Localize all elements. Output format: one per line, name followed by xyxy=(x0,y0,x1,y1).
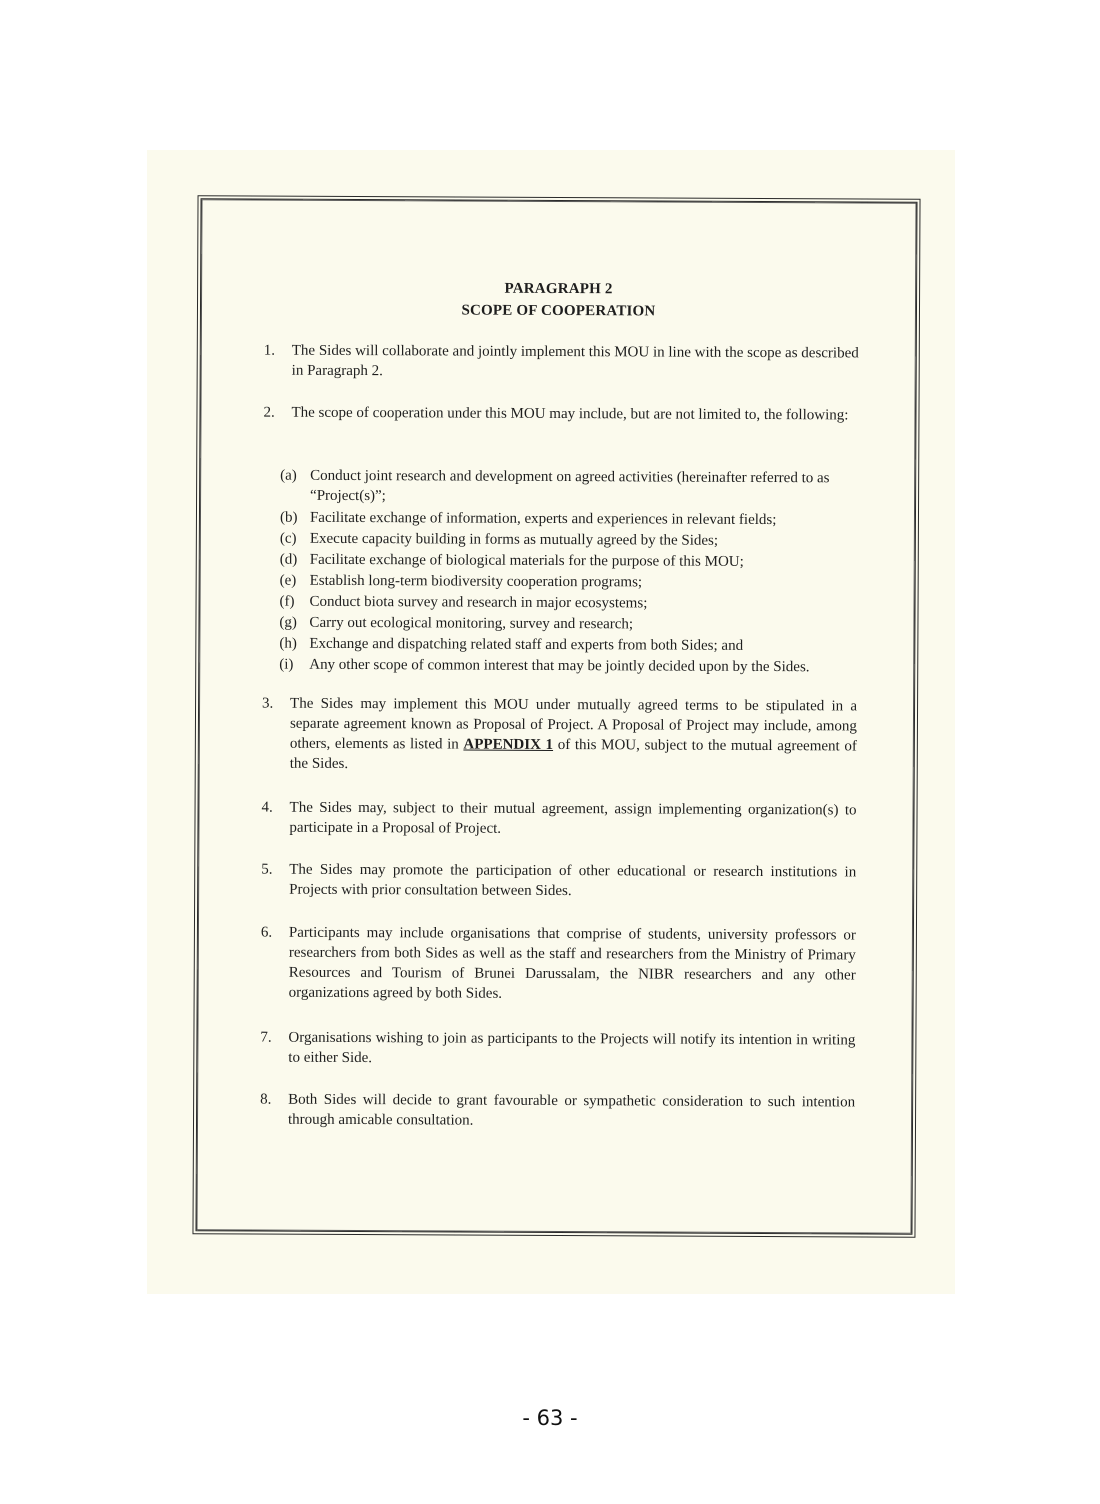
clause-text: The Sides may promote the participation of other educational or research institutions in Projects with prior consultation between Sides. xyxy=(289,861,857,900)
section-title: SCOPE OF COOPERATION xyxy=(461,302,656,320)
clause-text: Participants may include organisations that comprise of students, university professors or researchers from both Sides as well as the staff and researchers from the Ministry of Primary Resources and Tourism of Brunei Darussalam, the NIBR researchers and any other organizations agreed by both Sides. xyxy=(288,924,856,1002)
subclause-c xyxy=(280,529,860,552)
page-number: - 63 - xyxy=(522,1406,578,1430)
clause-text: The Sides will collaborate and jointly implement this MOU in line with the scope as described in Paragraph 2. xyxy=(291,342,859,380)
subclause-label: (c) xyxy=(279,530,297,547)
clause-5 xyxy=(261,860,856,903)
subclause-d xyxy=(280,550,860,573)
clause-number: 7. xyxy=(260,1029,272,1046)
clause-text: Both Sides will decide to grant favourable or sympathetic consideration to such intention through amicable consultation. xyxy=(287,1091,856,1129)
subclause-a xyxy=(280,466,860,509)
subclause-i xyxy=(279,655,859,678)
subclause-b xyxy=(280,508,860,531)
subclause-text: Carry out ecological monitoring, survey and research; xyxy=(309,614,634,633)
subclause-text: Facilitate exchange of information, experts and experiences in relevant fields; xyxy=(309,509,777,529)
clause-number: 8. xyxy=(260,1091,272,1108)
subclause-e xyxy=(280,571,860,594)
document-frame xyxy=(192,195,920,1238)
subclause-text: Conduct biota survey and research in major ecosystems; xyxy=(309,593,648,612)
subclause-h xyxy=(279,634,859,657)
subclause-label: (i) xyxy=(279,656,294,673)
clause-number: 4. xyxy=(261,799,273,816)
clause-number: 1. xyxy=(263,342,276,359)
subclause-text: Exchange and dispatching related staff and experts from both Sides; and xyxy=(309,635,744,654)
subclause-label: (b) xyxy=(279,509,298,526)
appendix-link[interactable]: APPENDIX 1 xyxy=(463,736,554,753)
clause-text: The Sides may, subject to their mutual agreement, assign implementing organization(s) to participate in a Proposal of Project. xyxy=(289,799,857,837)
clause-3 xyxy=(262,694,857,777)
paragraph-heading: PARAGRAPH 2 xyxy=(504,280,613,298)
subclause-label: (h) xyxy=(279,635,297,652)
clause-number: 3. xyxy=(262,695,274,712)
clause-text-start: The Sides may implement this MOU under mutually agreed terms to be stipulated in a separate agreement known as Proposal of Project. A Proposal of Project may include, among others, elements as listed in xyxy=(289,695,858,753)
clause-6 xyxy=(261,923,856,1006)
clause-text: Organisations wishing to join as participants to the Projects will notify its intention in writing to either Side. xyxy=(288,1029,856,1067)
clause-1 xyxy=(264,341,859,384)
subclause-text: Execute capacity building in forms as mutually agreed by the Sides; xyxy=(309,530,719,549)
clause-2 xyxy=(263,403,858,426)
clause-number: 2. xyxy=(263,404,275,421)
subclause-text: Conduct joint research and development on agreed activities (hereinafter referred to as “Project(s)”; xyxy=(310,467,830,505)
clause-number: 5. xyxy=(261,861,273,878)
subclause-text: Establish long-term biodiversity cooperation programs; xyxy=(309,572,643,591)
clause-8 xyxy=(260,1090,855,1133)
clause-7 xyxy=(260,1028,855,1071)
subclause-label: (e) xyxy=(279,572,297,589)
subclause-label: (g) xyxy=(279,614,297,631)
clause-text: The scope of cooperation under this MOU may include, but are not limited to, the following: xyxy=(291,404,849,424)
subclause-label: (f) xyxy=(279,593,295,610)
subclause-text: Facilitate exchange of biological materials for the purpose of this MOU; xyxy=(309,551,744,570)
clause-number: 6. xyxy=(260,924,273,941)
subclause-g xyxy=(279,613,859,636)
clause-text-end: of this MOU, subject to the mutual agreement of the Sides. xyxy=(289,736,857,772)
clause-text xyxy=(290,694,857,777)
subclause-label: (a) xyxy=(280,467,297,484)
clause-4 xyxy=(261,798,856,841)
subclause-text: Any other scope of common interest that may be jointly decided upon by the Sides. xyxy=(309,656,810,676)
subclause-label: (d) xyxy=(279,551,298,568)
document-body xyxy=(196,199,916,1233)
subclause-f xyxy=(280,592,860,615)
